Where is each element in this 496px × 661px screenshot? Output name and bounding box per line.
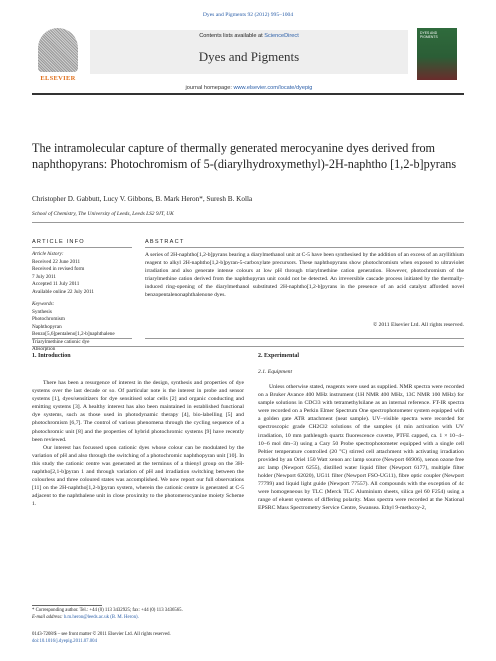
email-link[interactable]: b.m.heron@leeds.ac.uk (B. M. Heron).	[63, 614, 139, 620]
intro-paragraph: Our interest has focussed upon cationic dyes whose colour can be modulated by the variation of pH and also through the switching of a photochromic naphthopyran unit [10]. In this study the cationic centre was generated at the terminus of a thienyl group on the 3H-naphtho[2,1-b]pyran 1 and through variation of pH and irradiation switching between the colourless and three coloured states was accomplished. We now report our full observations [11] on the 2H-naphtho[1,2-b]pyran system, wherein the cationic centre is generated at C-5 adjacent to the naphthalene unit in close proximity to the photomerocyanine moiety Scheme 1.	[32, 444, 244, 508]
keyword: Benzo[5,6]pentaleno[1,2-b]naphthalene	[32, 331, 115, 338]
cover-title: DYES AND PIGMENTS	[420, 31, 438, 39]
history-item: 7 July 2011	[32, 273, 57, 280]
divider	[32, 338, 132, 339]
contents-prefix: Contents lists available at	[199, 33, 263, 39]
doi-link[interactable]: doi:10.1016/j.dyepig.2011.07.004	[32, 638, 97, 644]
article-title: The intramolecular capture of thermally generated merocyanine dyes derived from naphthopyrans: Photochromism of 5-(diarylhydroxymethyl)-2H-naphtho [1,2-b]pyrans	[32, 141, 457, 172]
introduction-body	[32, 379, 244, 509]
equipment-subheading: 2.1. Equipment	[258, 369, 293, 375]
journal-reference[interactable]: Dyes and Pigments 92 (2012) 995–1004	[202, 12, 294, 18]
copyright: © 2011 Elsevier Ltd. All rights reserved.	[372, 322, 464, 328]
keywords-label: Keywords:	[32, 301, 55, 307]
footnote	[32, 608, 244, 622]
introduction-heading: 1. Introduction	[32, 353, 71, 359]
email-label: E-mail address:	[32, 614, 63, 620]
divider	[32, 247, 132, 248]
journal-homepage	[90, 85, 408, 91]
keyword: Triarylmethine cationic dye	[32, 338, 90, 345]
keyword: Photochromism	[32, 316, 65, 323]
article-history	[32, 251, 137, 296]
keyword: Synthesis	[32, 308, 52, 315]
divider	[145, 338, 464, 339]
equipment-paragraph: Unless otherwise stated, reagents were used as supplied. NMR spectra were recorded on a Bruker Avance 400 MHz instrument (1H NMR 400 MHz, 13C NMR 100 MHz) for sample solutions in CDCl3 with tetramethylsilane as an internal reference. FT-IR spectra were recorded on a Perkin Elmer Spectrum One spectrophotometer system equipped with a golden gate ATR attachment (neat sample). UV–visible spectra were recorded for spectroscopic grade CH2Cl2 solutions of the samples (4 min activation with UV irradiation, 10 mm pathlength quartz fluorescence cuvette, PTFE capped, ca. 1 × 10−4–10−6 mol dm−3) using a Cary 50 Probe spectrophotometer equipped with a single cell Peltier temperature controlled (20 °C) stirred cell attachment with activating irradiation provided by an Oriel 150 Watt xenon arc lamp source (Newport 66906), xenon ozone free arc lamp (Newport 6255), distilled water liquid filter (Newport 6177), multiple filter holder (Newport 62020), UG11 filter (Newport FSO-UG11), fibre optic coupler (Newport 77799) and liquid light guide (Newport 77557). All compounds with the exception of 4c were homogeneous by TLC (Merck TLC Aluminium sheets, silica gel 60 F254) using a range of eluent systems of differing polarity. Mass spectra were recorded at the National EPSRC Mass Spectrometry Service Centre, Swansea. Ethyl 9-methoxy-2,	[258, 384, 464, 512]
history-item: Available online 22 July 2011	[32, 288, 94, 295]
elsevier-wordmark: ELSEVIER	[40, 75, 76, 82]
header-rule	[32, 93, 464, 95]
abstract-text: A series of 2H-naphtho[1,2-b]pyrans bearing a diarylmethanol unit at C-5 have been synthesised by the addition of an excess of an aryllithium reagent to alkyl 2H-naphtho[1,2-b]pyran-5-carboxylate precursors. These naphthopyrans show photochromism when exposed to ultraviolet irradiation and also generate intense colours at low pH through triarylmethine cation generation. However, photochromism of the triarylmethine cation derived from the naphthopyran unit could not be detected. An irreversible cascade process initiated by the thermally-induced ring-opening of the diarylmethanol substituted 2H-naphtho[1,2-b]pyrans in the presence of an acid catalyst afforded novel benzopentalenonaphthalenone dyes.	[145, 252, 464, 298]
contents-line	[90, 33, 408, 39]
issn-line: 0143-7208/$ – see front matter © 2011 Elsevier Ltd. All rights reserved.	[32, 632, 171, 637]
journal-name: Dyes and Pigments	[198, 49, 300, 64]
divider	[32, 346, 464, 347]
article-info-heading: ARTICLE INFO	[32, 239, 85, 245]
history-label: Article history:	[32, 251, 64, 257]
homepage-link[interactable]: www.elsevier.com/locate/dyepig	[233, 85, 313, 91]
homepage-prefix: journal homepage:	[185, 85, 232, 91]
footnote-rule	[32, 605, 102, 606]
history-item: Received in revised form	[32, 266, 85, 273]
history-item: Accepted 11 July 2011	[32, 281, 80, 288]
history-item: Received 22 June 2011	[32, 258, 81, 265]
elsevier-tree-icon	[38, 28, 78, 72]
corresponding-author: * Corresponding author. Tel.: +44 (0) 113 3432925; fax: +44 (0) 113 3436565.	[32, 608, 183, 613]
keyword: Naphthopyran	[32, 323, 62, 330]
divider	[145, 247, 464, 248]
journal-cover-thumbnail	[417, 28, 457, 80]
elsevier-logo	[32, 26, 84, 82]
abstract-heading: ABSTRACT	[145, 239, 185, 245]
sciencedirect-link[interactable]: ScienceDirect	[264, 33, 299, 39]
email-line	[32, 615, 244, 622]
author-list: Christopher D. Gabbutt, Lucy V. Gibbons, B. Mark Heron*, Suresh B. Kolla	[32, 195, 253, 203]
affiliation: School of Chemistry, The University of Leeds, Leeds LS2 9JT, UK	[32, 211, 174, 217]
divider	[32, 222, 464, 223]
keyword: Absorption	[32, 346, 56, 353]
intro-paragraph: There has been a resurgence of interest in the design, synthesis and properties of dye systems over the last decade or so. Of particular note is the interest in probe and sensor systems [1], dyes/sensitizers for dye sensitised solar cells [2] and organic conducting and emitting systems [3]. A healthy interest has also been maintained in established functional dye systems, such as those used in photodynamic therapy [4], bio-labelling [5] and photochromism [6,7]. The control of various phenomena through the cycling sequence of a photochromic unit [8] and the properties of hybrid photochromic systems [9] have recently been reviewed.	[32, 380, 244, 443]
experimental-heading: 2. Experimental	[258, 353, 299, 359]
experimental-body	[258, 383, 464, 513]
front-matter-info	[32, 632, 244, 646]
